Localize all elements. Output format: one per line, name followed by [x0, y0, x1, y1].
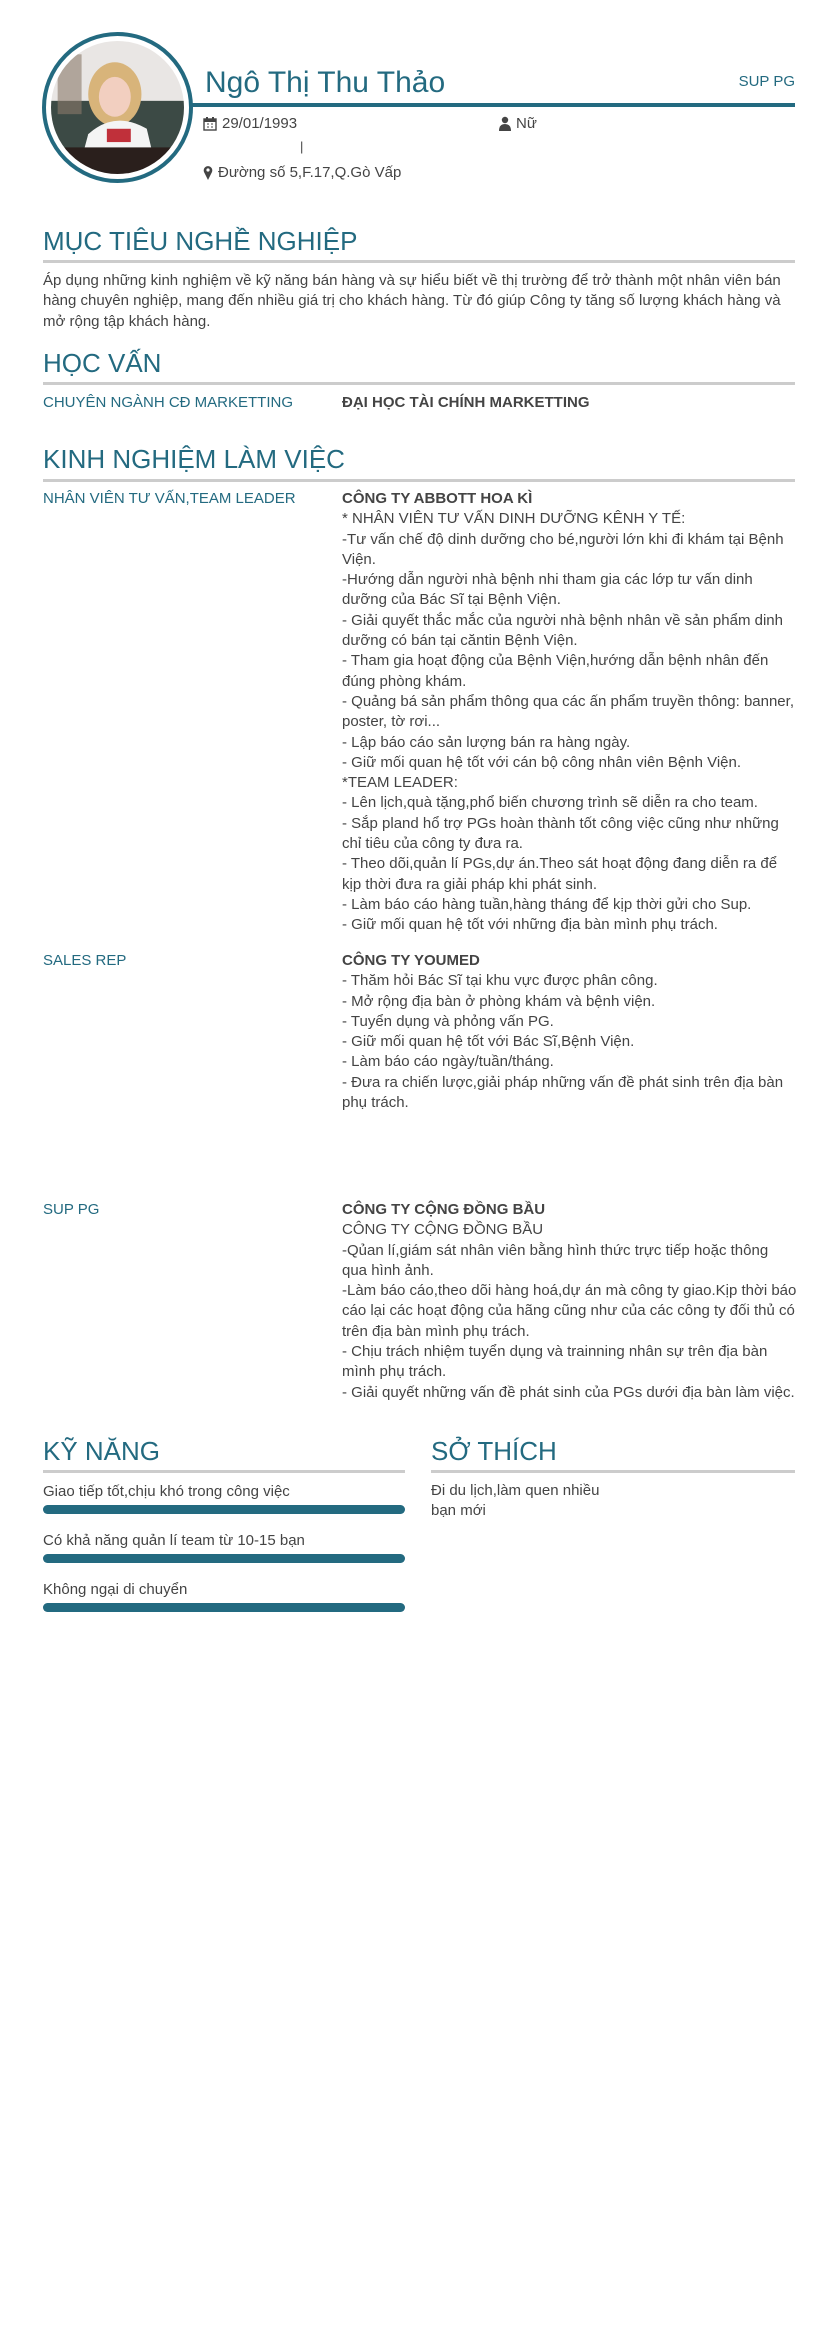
skill-level-bar [43, 1554, 405, 1563]
hobbies-heading: SỞ THÍCH [431, 1436, 557, 1466]
birthdate-field [203, 115, 297, 132]
job-role: SUP PG [43, 1201, 100, 1218]
job-line: - Giữ mối quan hệ tốt với những địa bàn mình phụ trách. [342, 916, 718, 934]
candidate-position: SUP PG [738, 73, 795, 90]
avatar [42, 32, 193, 183]
objective-heading: MỤC TIÊU NGHỀ NGHIỆP [43, 226, 358, 256]
education-school: ĐẠI HỌC TÀI CHÍNH MARKETTING [342, 394, 590, 411]
experience-heading: KINH NGHIỆM LÀM VIỆC [43, 444, 345, 474]
job-role: SALES REP [43, 952, 127, 969]
job-line: - Giải quyết những vấn đề phát sinh của PGs dưới địa bàn làm việc. [342, 1383, 795, 1401]
map-marker-icon [203, 165, 213, 180]
job-line: - Chịu trách nhiệm tuyển dụng và trainning nhân sự trên địa bàn mình phụ trách. [342, 1343, 768, 1381]
job-line: -Qủan lí,giám sát nhân viên bằng hình thức trực tiếp hoặc thông qua hình ảnh. [342, 1241, 769, 1279]
job-details [342, 489, 797, 936]
job-company: CÔNG TY YOUMED [342, 952, 480, 969]
job-line: * NHÂN VIÊN TƯ VẤN DINH DƯỠNG KÊNH Y TẾ: [342, 510, 686, 528]
education-major: CHUYÊN NGÀNH CĐ MARKETTING [43, 394, 294, 411]
skill-level-bar [43, 1505, 405, 1514]
job-line: - Lên lịch,quà tặng,phổ biến chương trình sẽ diễn ra cho team. [342, 794, 758, 812]
job-line: - Lập báo cáo sản lượng bán ra hàng ngày. [342, 733, 631, 751]
job-line: -Tư vấn chế độ dinh dưỡng cho bé,người lớn khi đi khám tại Bệnh Viện. [342, 530, 784, 568]
hobbies-text: Đi du lịch,làm quen nhiều bạn mới [431, 1482, 600, 1520]
job-line: -Hướng dẫn người nhà bệnh nhi tham gia các lớp tư vấn dinh dưỡng của Bác Sĩ tại Bệnh Viện. [342, 571, 753, 609]
objective-text: Áp dụng những kinh nghiệm về kỹ năng bán hàng và sự hiểu biết về thị trường để trở thành một nhân viên bán hàng chuyên nghiệp, mang đến nhiều giá trị cho khách hàng. Từ đó giúp Công ty tăng số lượng khách hàng và mở rộng tập khách hàng. [43, 272, 781, 330]
user-icon [499, 116, 511, 131]
job-line: - Theo dõi,quản lí PGs,dự án.Theo sát hoạt động đang diễn ra để kịp thời đưa ra giải pháp khi phát sinh. [342, 855, 778, 893]
job-details [342, 1200, 797, 1403]
skill-name: Giao tiếp tốt,chịu khó trong công việc [43, 1483, 290, 1500]
skills-heading: KỸ NĂNG [43, 1436, 161, 1466]
education-heading: HỌC VẤN [43, 348, 162, 378]
job-line: - Mở rộng địa bàn ở phòng khám và bệnh viện. [342, 992, 656, 1010]
job-line: - Tuyển dụng và phỏng vấn PG. [342, 1012, 554, 1030]
objective-divider [43, 260, 795, 263]
calendar-icon [203, 116, 217, 131]
skill-name: Không ngại di chuyển [43, 1581, 188, 1598]
hobbies-divider [431, 1470, 795, 1473]
separator: | [300, 139, 304, 154]
skill-level-fill [43, 1603, 405, 1612]
address-value: Đường số 5,F.17,Q.Gò Vấp [218, 164, 402, 181]
job-line: - Làm báo cáo hàng tuần,hàng tháng để kịp thời gửi cho Sup. [342, 895, 752, 913]
job-line: - Giữ mối quan hệ tốt với cán bộ công nhân viên Bệnh Viện. [342, 753, 742, 771]
job-line: -Làm báo cáo,theo dõi hàng hoá,dự án mà công ty giao.Kịp thời báo cáo lại các hoạt động của hãng cũng như của các công ty đối thủ có trên địa bàn mình phụ trách. [342, 1282, 797, 1340]
job-line: *TEAM LEADER: [342, 774, 458, 792]
skill-level-bar [43, 1603, 405, 1612]
skill-level-fill [43, 1554, 405, 1563]
birthdate-value: 29/01/1993 [222, 115, 298, 132]
job-role: NHÂN VIÊN TƯ VẤN,TEAM LEADER [43, 490, 296, 507]
profile-photo [51, 41, 184, 174]
job-line: - Tham gia hoạt động của Bệnh Viện,hướng dẫn bệnh nhân đến đúng phòng khám. [342, 652, 769, 690]
skill-name: Có khả năng quản lí team từ 10-15 bạn [43, 1532, 305, 1549]
job-line: - Thăm hỏi Bác Sĩ tại khu vực được phân công. [342, 972, 658, 990]
job-line: - Quảng bá sản phẩm thông qua các ấn phẩm truyền thông: banner, poster, tờ rơi... [342, 692, 794, 731]
gender-field [499, 115, 537, 132]
education-divider [43, 382, 795, 385]
skill-level-fill [43, 1505, 405, 1514]
candidate-name: Ngô Thị Thu Thảo [205, 66, 446, 99]
job-line: - Sắp pland hổ trợ PGs hoàn thành tốt công việc cũng như những chỉ tiêu của công ty đưa ra. [342, 814, 779, 853]
job-company: CÔNG TY ABBOTT HOA KÌ [342, 490, 533, 507]
address-field [203, 164, 401, 181]
job-line: CÔNG TY CỘNG ĐỒNG BẦU [342, 1221, 544, 1239]
gender-value: Nữ [516, 115, 537, 132]
job-details [342, 951, 797, 1113]
header-divider [190, 103, 795, 107]
experience-divider [43, 479, 795, 482]
job-line: - Giải quyết thắc mắc của người nhà bệnh nhân về sản phẩm dinh dưỡng có bán tại căntin Bệnh Viện. [342, 611, 783, 650]
job-line: - Giữ mối quan hệ tốt với Bác Sĩ,Bệnh Viện. [342, 1033, 635, 1051]
job-line: - Làm báo cáo ngày/tuần/tháng. [342, 1053, 554, 1071]
skills-divider [43, 1470, 405, 1473]
job-line: - Đưa ra chiến lược,giải pháp những vấn đề phát sinh trên địa bàn phụ trách. [342, 1073, 784, 1112]
job-company: CÔNG TY CỘNG ĐỒNG BẦU [342, 1201, 546, 1218]
